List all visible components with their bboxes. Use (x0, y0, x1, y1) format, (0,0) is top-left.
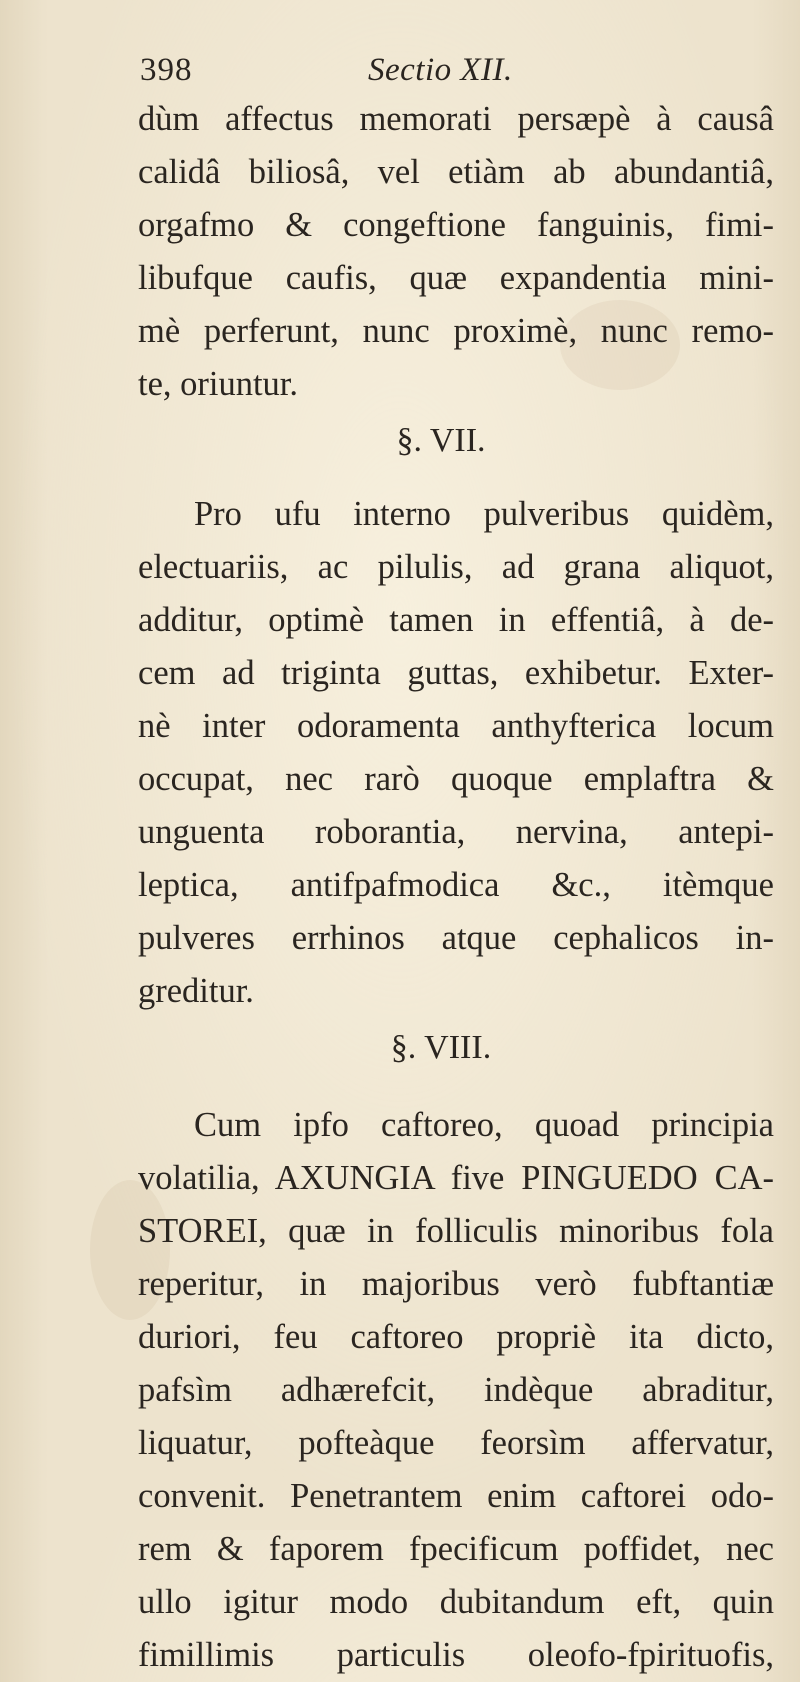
body-text (138, 93, 774, 1682)
text-line: Cum ipfo caftoreo, quoad principia (194, 1106, 774, 1144)
paragraph (138, 1021, 774, 1682)
text-line: libufque caufis, quæ expandentia mini- (138, 259, 774, 297)
text-line: calidâ biliosâ, vel etiàm ab abundantiâ, (138, 153, 774, 191)
text-line: orgafmo & congeftione fanguinis, fimi- (138, 206, 774, 244)
text-line: leptica, antifpafmodica &c., itèmque (138, 866, 774, 904)
text-line: ullo igitur modo dubitandum eft, quin (138, 1583, 774, 1621)
text-line: dùm affectus memorati persæpè à causâ (138, 100, 774, 138)
text-line: volatilia, AXUNGIA five PINGUEDO CA- (138, 1159, 774, 1197)
section-heading: §. VII. (396, 422, 486, 459)
text-line: electuariis, ac pilulis, ad grana aliquot, (138, 548, 774, 586)
text-line: reperitur, in majoribus verò fubftantiæ (138, 1265, 774, 1303)
text-line: STOREI, quæ in folliculis minoribus fola (138, 1212, 774, 1250)
text-line: mè perferunt, nunc proximè, nunc remo- (138, 312, 774, 350)
text-line: Pro ufu interno pulveribus quidèm, (194, 495, 774, 533)
text-line: nè inter odoramenta anthyfterica locum (138, 707, 774, 745)
text-line: cem ad triginta guttas, exhibetur. Exter- (138, 654, 774, 692)
text-line: occupat, nec rarò quoque emplaftra & (138, 760, 774, 798)
running-head (140, 52, 590, 96)
paragraph (138, 93, 774, 411)
text-line: rem & faporem fpecificum poffidet, nec (138, 1530, 774, 1568)
text-line: additur, optimè tamen in effentiâ, à de- (138, 601, 774, 639)
text-line: greditur. (138, 972, 254, 1010)
section-heading: §. VIII. (390, 1029, 492, 1066)
text-line: pafsìm adhærefcit, indèque abraditur, (138, 1371, 774, 1409)
section-title: Sectio XII. (368, 52, 513, 88)
text-line: fimillimis particulis oleofo-fpirituofis, (138, 1636, 774, 1674)
text-line: unguenta roborantia, nervina, antepi- (138, 813, 774, 851)
text-line: liquatur, pofteàque feorsìm affervatur, (138, 1424, 774, 1462)
paragraph (138, 414, 774, 1018)
page-number: 398 (140, 52, 193, 88)
text-line: pulveres errhinos atque cephalicos in- (138, 919, 774, 957)
text-line: duriori, feu caftoreo propriè ita dicto, (138, 1318, 774, 1356)
text-line: convenit. Penetrantem enim caftorei odo- (138, 1477, 774, 1515)
text-line: te, oriuntur. (138, 365, 299, 403)
